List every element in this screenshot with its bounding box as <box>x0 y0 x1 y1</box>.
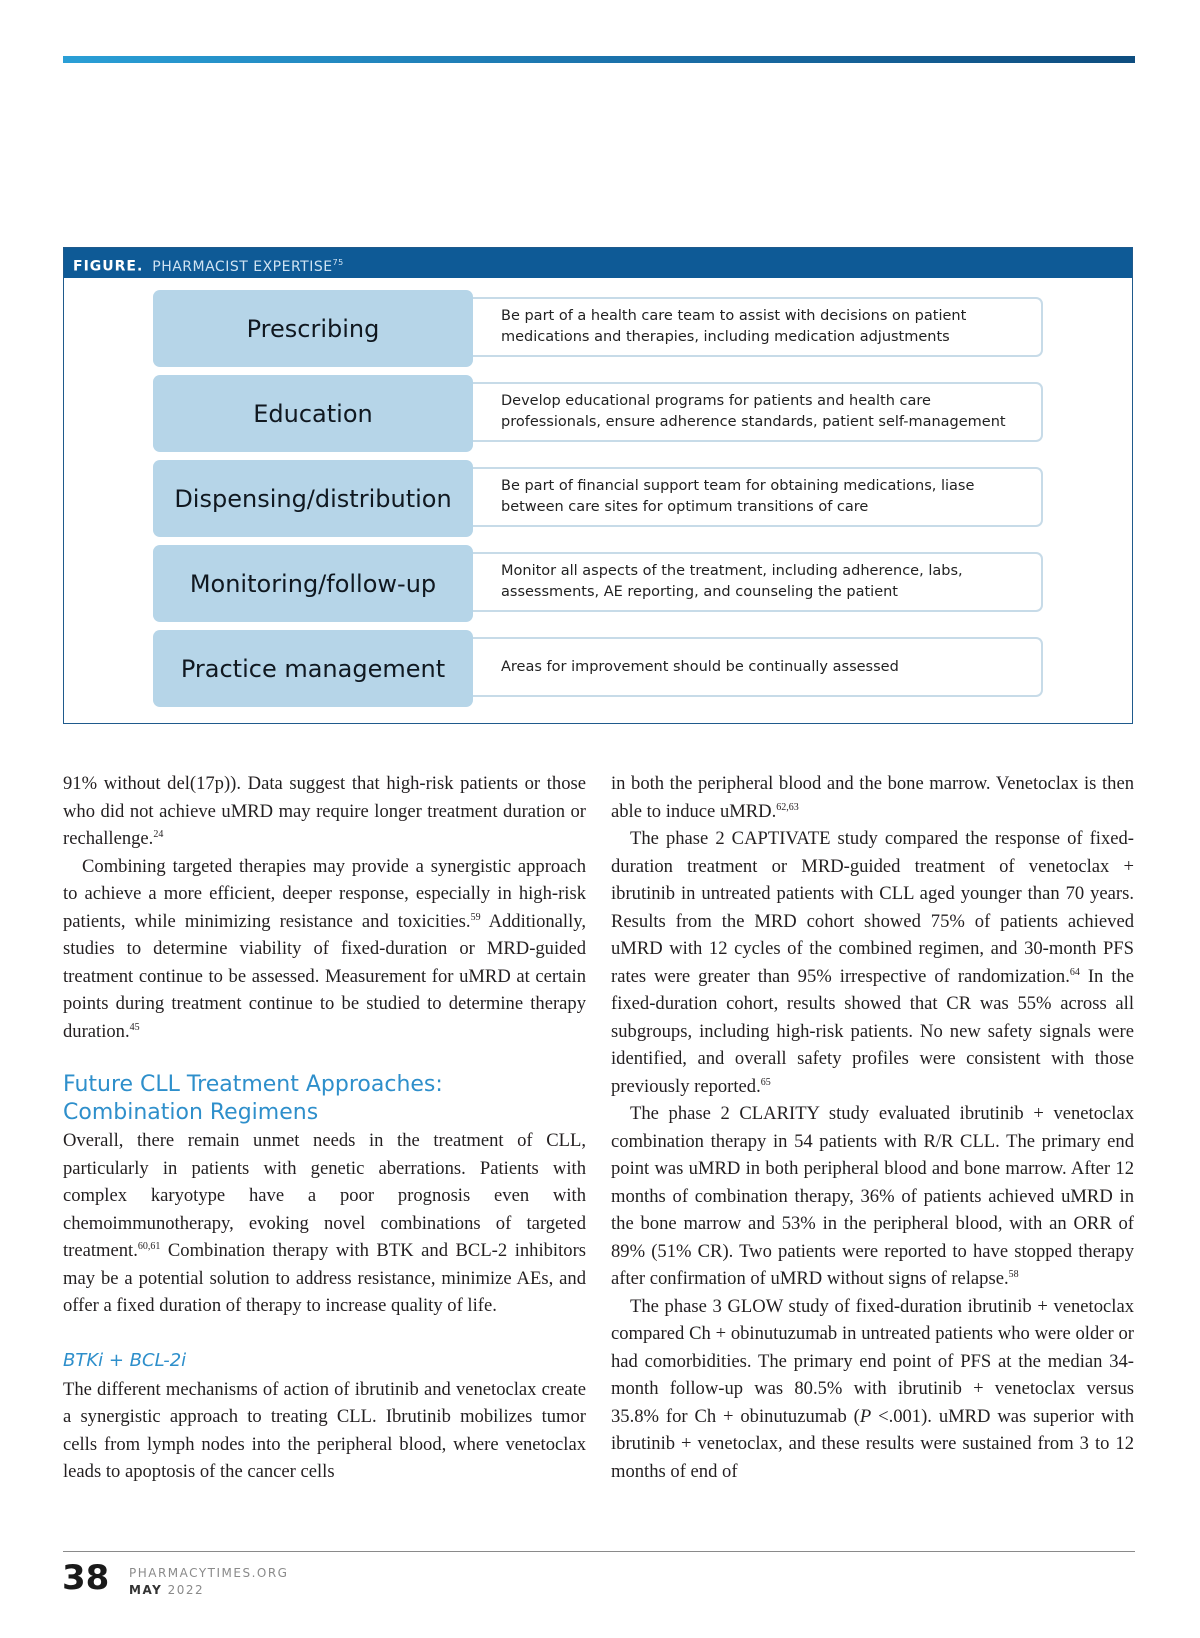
citation: 58 <box>1008 1268 1019 1280</box>
paragraph: The phase 3 GLOW study of fixed-duration ibrutinib + venetoclax compared Ch + obinutuzumab in untreated patients who were older or had comorbidities. The primary end point of PFS at the median 34-month follow-up was 80.5% with ibrutinib + venetoclax versus 35.8% for Ch + obinutuzumab (P <.001). uMRD was superior with ibrutinib + venetoclax, and these results were sustained from 3 to 12 months of end of <box>611 1295 1134 1482</box>
category-description: Monitor all aspects of the treatment, including adherence, labs, assessments, AE reporting, and counseling the patient <box>473 552 1043 612</box>
figure-row-monitoring <box>153 545 1053 630</box>
subsection-heading: BTKi + BCL-2i <box>63 1349 187 1371</box>
paragraph: The phase 2 CLARITY study evaluated ibrutinib + venetoclax combination therapy in 54 patients with R/R CLL. The primary end point was uMRD in both peripheral blood and bone marrow. After 12 months of combination therapy, 36% of patients achieved uMRD in the bone marrow and 53% in the peripheral blood, with an ORR of 89% (51% CR). Two patients were reported to have stopped therapy after confirmation of uMRD without signs of relapse.$^{58}$ <box>611 1103 1134 1289</box>
category-description: Be part of financial support team for obtaining medications, liase between care sites for optimum transitions of care <box>473 467 1043 527</box>
page-number: 38 <box>62 1558 110 1598</box>
category-label: Education <box>153 375 473 452</box>
top-accent-bar <box>63 56 1135 63</box>
citation: 59 <box>470 911 481 923</box>
figure-row-dispensing <box>153 460 1053 545</box>
footer-date: MAY 2022 <box>129 1583 205 1597</box>
figure-row-prescribing <box>153 290 1053 375</box>
category-description: Be part of a health care team to assist with decisions on patient medications and therapies, including medication adjustments <box>473 297 1043 357</box>
figure-row-education <box>153 375 1053 460</box>
paragraph: The different mechanisms of action of ibrutinib and venetoclax create a synergistic approach to treating CLL. Ibrutinib mobilizes tumor cells from lymph nodes into the peripheral blood, where venetoclax leads to apoptosis of the cancer cells <box>63 1378 586 1482</box>
figure-label: FIGURE. <box>73 258 144 275</box>
section-heading: Future CLL Treatment Approaches: Combination Regimens <box>63 1072 443 1125</box>
figure-header <box>64 248 1132 278</box>
category-description: Develop educational programs for patients and health care professionals, ensure adherence standards, patient self-management <box>473 382 1043 442</box>
figure-row-practice-management <box>153 630 1053 715</box>
figure-title-ref: 75 <box>332 258 344 267</box>
footer-site: PHARMACYTIMES.ORG <box>129 1566 289 1580</box>
citation: 62,63 <box>776 801 799 813</box>
footer-divider <box>63 1551 1135 1552</box>
figure-title: PHARMACIST EXPERTISE <box>152 258 333 275</box>
citation: 64 <box>1069 966 1080 978</box>
paragraph: Overall, there remain unmet needs in the treatment of CLL, particularly in patients with genetic aberrations. Patients with complex karyotype have a poor prognosis even with chemoimmunotherapy, evoking novel combinations of targeted treatment.$^{60,61}$ Combination therapy with BTK and BCL-2 inhibitors may be a potential solution to address resistance, minimize AEs, and offer a fixed duration of therapy to increase quality of life. <box>63 1130 586 1316</box>
paragraph: 91% without del(17p)). Data suggest that high-risk patients or those who did not achieve uMRD may require longer treatment duration or rechallenge.$^{24}$ <box>63 773 586 849</box>
right-column <box>611 770 1134 1485</box>
citation: 60,61 <box>137 1240 161 1252</box>
citation: 24 <box>153 828 164 840</box>
category-label: Monitoring/follow-up <box>153 545 473 622</box>
paragraph: in both the peripheral blood and the bone marrow. Venetoclax is then able to induce uMRD.$^{62,63}$ <box>611 773 1134 822</box>
citation: 65 <box>760 1076 771 1088</box>
paragraph: Combining targeted therapies may provide a synergistic approach to achieve a more efficient, deeper response, especially in high-risk patients, while minimizing resistance and toxicities.$^{59}$ Additionally, studies to determine viability of fixed-duration or MRD-guided treatment continue to be assessed. Measurement for uMRD at certain points during treatment continue to be studied to determine therapy duration.$^{45}$ <box>63 855 587 1042</box>
category-label: Dispensing/distribution <box>153 460 473 537</box>
category-description: Areas for improvement should be continually assessed <box>473 637 1043 697</box>
paragraph: The phase 2 CAPTIVATE study compared the response of fixed-duration treatment or MRD-guided treatment of venetoclax + ibrutinib in untreated patients with CLL aged younger than 70 years. Results from the MRD cohort showed 75% of patients achieved uMRD with 12 cycles of the combined regimen, and 30-month PFS rates were greater than 95% irrespective of randomization.$^{64}$ In the fixed-duration cohort, results showed that CR was 55% across all subgroups, including high-risk patients. No new safety signals were identified, and overall safety profiles were consistent with those previously reported.$^{65}$ <box>611 828 1134 1097</box>
citation: 45 <box>129 1021 140 1033</box>
category-label: Prescribing <box>153 290 473 367</box>
figure-pharmacist-expertise <box>63 247 1133 724</box>
figure-rows <box>153 290 1053 715</box>
category-label: Practice management <box>153 630 473 707</box>
left-column <box>63 770 586 1486</box>
